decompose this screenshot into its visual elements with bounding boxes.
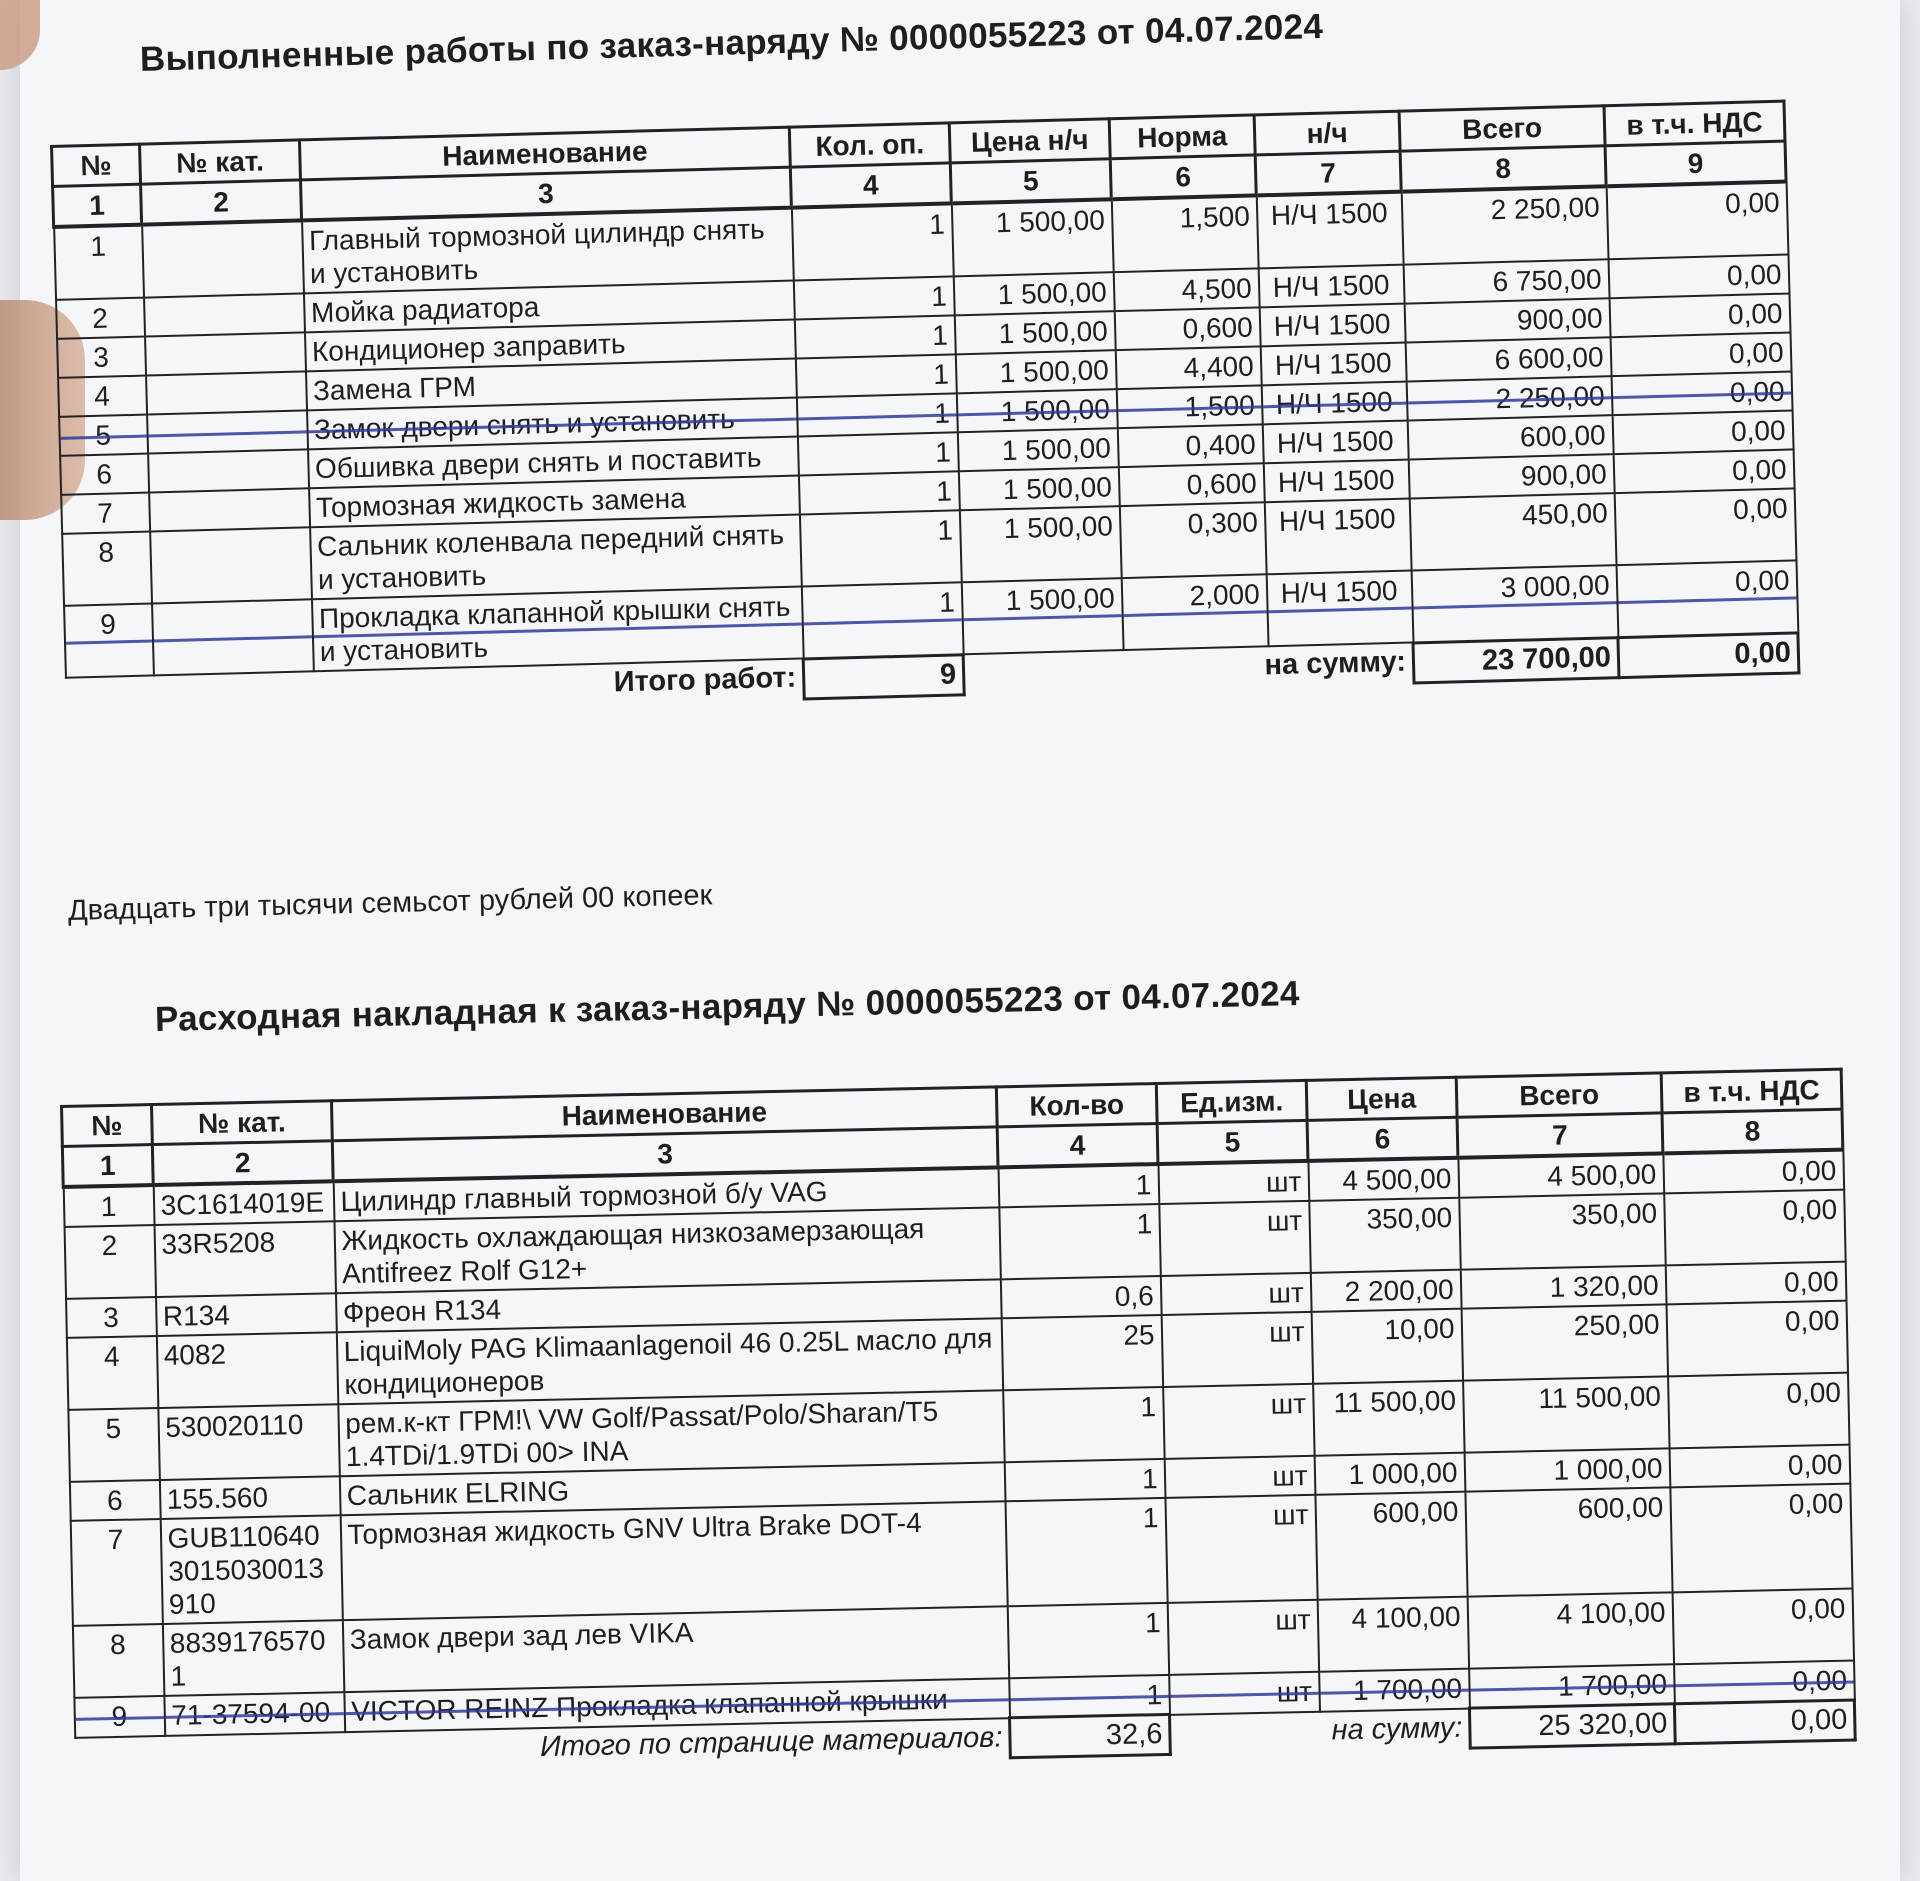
item-qty: 1 [1003, 1387, 1164, 1462]
item-name: LiquiMoly PAG Klimaanlagenoil 46 0.25L масло для кондиционеров [336, 1318, 1002, 1404]
invoice-colnum: 1 [62, 1145, 153, 1187]
catalog-number [150, 527, 312, 603]
item-price: 10,00 [1311, 1309, 1462, 1384]
item-name: Тормозная жидкость GNV Ultra Brake DOT-4 [340, 1501, 1007, 1620]
catalog-number [142, 220, 304, 297]
invoice-header: № кат. [152, 1101, 333, 1145]
invoice-body [63, 1150, 1854, 1738]
invoice-header: Кол-во [996, 1084, 1157, 1127]
invoice-sum-total: 25 320,00 [1469, 1704, 1675, 1748]
catalog-number: 33R5208 [154, 1221, 335, 1297]
catalog-number: 4082 [156, 1332, 337, 1408]
works-colnum: 8 [1400, 146, 1606, 192]
row-total: 450,00 [1409, 493, 1616, 570]
item-price: 11 500,00 [1313, 1381, 1464, 1456]
row-total: 600,00 [1407, 415, 1613, 459]
works-header: Цена н/ч [949, 119, 1110, 163]
item-qty: 1 [999, 1204, 1160, 1279]
item-qty: 1 [1004, 1459, 1165, 1501]
item-name: рем.к-кт ГРМ!\ VW Golf/Passat/Polo/Sharan/T5 1.4TDi/1.9TDi 00> INA [338, 1390, 1004, 1476]
op-count: 1 [801, 582, 963, 658]
row-vat: 0,00 [1612, 410, 1793, 454]
catalog-number: 3C1614019E [153, 1181, 334, 1225]
item-name: Жидкость охлаждающая низкозамерзающая Antifreez Rolf G12+ [334, 1207, 1000, 1293]
row-number: 1 [54, 225, 144, 300]
catalog-number [146, 371, 307, 414]
invoice-header: Цена [1306, 1077, 1457, 1120]
row-vat: 0,00 [1664, 1190, 1845, 1266]
price-per-hour: 1 500,00 [961, 578, 1123, 654]
price-per-hour: 1 500,00 [954, 311, 1115, 354]
item-name: Замок двери зад лев VIKA [342, 1606, 1008, 1692]
row-number: 7 [70, 1519, 162, 1626]
catalog-number: 71-37594-00 [164, 1692, 345, 1735]
works-header: Всего [1399, 106, 1605, 151]
row-number: 4 [58, 376, 147, 417]
invoice-header: Ед.изм. [1156, 1080, 1307, 1123]
item-price: 4 100,00 [1317, 1597, 1468, 1672]
item-unit: шт [1160, 1273, 1311, 1315]
catalog-number: GUB110640 3015030013 910 [160, 1515, 342, 1624]
item-qty: 1 [1009, 1675, 1170, 1718]
row-vat: 0,00 [1668, 1373, 1849, 1449]
hour-unit: Н/Ч 1500 [1259, 304, 1405, 347]
invoice-colnum: 4 [997, 1124, 1158, 1168]
row-number: 6 [60, 454, 149, 495]
hour-unit: Н/Ч 1500 [1260, 343, 1406, 386]
row-vat: 0,00 [1616, 560, 1798, 637]
works-total-label: Итого работ: [613, 661, 797, 699]
row-vat: 0,00 [1666, 1301, 1847, 1377]
row-vat: 0,00 [1669, 1445, 1850, 1488]
row-total: 4 500,00 [1458, 1153, 1664, 1197]
row-total: 900,00 [1408, 454, 1614, 498]
norm-hours: 0,600 [1118, 463, 1264, 506]
row-vat: 0,00 [1674, 1661, 1855, 1704]
op-count: 1 [793, 276, 954, 319]
item-price: 1 000,00 [1314, 1453, 1465, 1495]
work-name: Тормозная жидкость замена [309, 476, 800, 528]
price-per-hour: 1 500,00 [953, 272, 1114, 315]
row-total: 250,00 [1461, 1304, 1667, 1380]
item-name: Цилиндр главный тормозной б/у VAG [333, 1167, 999, 1221]
works-sum-total: 23 700,00 [1413, 637, 1619, 682]
row-vat: 0,00 [1665, 1262, 1846, 1305]
works-colnum: 5 [950, 159, 1111, 204]
price-per-hour: 1 500,00 [955, 350, 1116, 393]
invoice-colnum: 7 [1457, 1113, 1663, 1158]
invoice-colnum: 8 [1662, 1109, 1843, 1153]
row-total: 1 700,00 [1469, 1664, 1675, 1708]
invoice-header: № [62, 1105, 153, 1147]
row-total: 6 600,00 [1405, 337, 1611, 381]
catalog-number: 8839176570 1 [162, 1620, 343, 1696]
item-name: VICTOR REINZ Прокладка клапанной крышки [344, 1678, 1010, 1731]
item-price: 600,00 [1315, 1492, 1467, 1600]
row-total: 6 750,00 [1403, 259, 1609, 303]
row-vat: 0,00 [1611, 372, 1792, 416]
row-number: 9 [74, 1696, 165, 1737]
invoice-sum-vat: 0,00 [1674, 1700, 1855, 1744]
invoice-table-wrap [60, 1068, 1857, 1779]
row-number: 9 [64, 603, 154, 677]
item-unit: шт [1167, 1600, 1318, 1675]
works-table-wrap [50, 100, 1800, 720]
op-count: 1 [797, 432, 958, 475]
price-per-hour: 1 500,00 [956, 389, 1117, 432]
catalog-number [145, 332, 306, 375]
invoice-header: Наименование [331, 1087, 997, 1141]
hour-unit: Н/Ч 1500 [1263, 460, 1409, 503]
norm-hours: 4,500 [1113, 268, 1259, 311]
item-qty: 25 [1001, 1315, 1162, 1390]
row-number: 8 [72, 1624, 163, 1698]
row-number: 1 [63, 1185, 154, 1227]
op-count: 1 [794, 315, 955, 358]
row-total: 3 000,00 [1411, 565, 1618, 642]
works-header: № кат. [140, 140, 301, 184]
row-number: 3 [57, 337, 146, 378]
invoice-header: Всего [1456, 1073, 1662, 1117]
catalog-number [149, 488, 310, 531]
work-name: Кондиционер заправить [304, 320, 795, 372]
catalog-number: R134 [156, 1293, 337, 1336]
invoice-total-label: Итого по странице материалов: [539, 1720, 1003, 1763]
item-name: Сальник ELRING [339, 1462, 1005, 1515]
invoice-sum-label: на сумму: [1331, 1711, 1463, 1747]
item-qty: 1 [1005, 1498, 1167, 1606]
catalog-number [152, 599, 314, 675]
item-unit: шт [1165, 1495, 1317, 1603]
item-unit: шт [1164, 1456, 1315, 1498]
works-header: н/ч [1254, 111, 1400, 155]
item-unit: шт [1158, 1161, 1309, 1204]
amount-in-words: Двадцать три тысячи семьсот рублей 00 копеек [67, 879, 713, 927]
norm-hours: 2,000 [1121, 574, 1268, 650]
hour-unit: Н/Ч 1500 [1258, 265, 1404, 308]
work-name: Прокладка клапанной крышки снять и установить [311, 586, 803, 671]
invoice-colnum: 2 [152, 1141, 333, 1185]
row-total: 350,00 [1459, 1193, 1665, 1269]
row-vat: 0,00 [1614, 488, 1796, 565]
norm-hours: 0,300 [1119, 502, 1266, 578]
hour-unit: Н/Ч 1500 [1262, 421, 1408, 464]
item-qty: 1 [1007, 1603, 1168, 1678]
hour-unit: Н/Ч 1500 [1266, 571, 1413, 647]
works-title: Выполненные работы по заказ-наряду № 0000055223 от 04.07.2024 [139, 6, 1324, 79]
works-colnum: 3 [301, 167, 792, 220]
work-name: Мойка радиатора [303, 281, 794, 333]
row-total: 1 320,00 [1460, 1265, 1666, 1308]
works-header: Кол. оп. [789, 123, 950, 167]
price-per-hour: 1 500,00 [958, 467, 1119, 510]
works-sum-vat: 0,00 [1618, 632, 1799, 677]
item-price: 4 500,00 [1308, 1158, 1459, 1201]
row-number: 3 [66, 1297, 157, 1338]
row-vat: 0,00 [1672, 1589, 1853, 1665]
hour-unit: Н/Ч 1500 [1264, 499, 1411, 575]
hour-unit: Н/Ч 1500 [1261, 382, 1407, 425]
row-vat: 0,00 [1609, 294, 1790, 338]
row-number: 5 [59, 415, 148, 456]
norm-hours: 1,500 [1116, 385, 1262, 428]
work-name: Замок двери снять и установить [307, 398, 798, 450]
row-number: 2 [64, 1225, 155, 1299]
norm-hours: 0,400 [1117, 424, 1263, 467]
item-qty: 0,6 [1000, 1276, 1161, 1318]
works-header: Наименование [299, 127, 790, 180]
row-total: 2 250,00 [1406, 376, 1612, 420]
work-name: Главный тормозной цилиндр снять и установить [302, 208, 794, 294]
row-total: 2 250,00 [1401, 186, 1608, 264]
works-body [54, 182, 1798, 678]
row-total: 1 000,00 [1464, 1448, 1670, 1491]
works-colnum: 2 [141, 180, 302, 225]
row-total: 600,00 [1465, 1487, 1672, 1596]
works-colnum: 9 [1605, 141, 1786, 186]
invoice-table [60, 1068, 1857, 1779]
row-total: 900,00 [1404, 298, 1610, 342]
item-unit: шт [1159, 1201, 1310, 1276]
row-number: 7 [61, 493, 150, 534]
norm-hours: 4,400 [1115, 346, 1261, 389]
row-vat: 0,00 [1613, 449, 1794, 493]
invoice-colnum: 3 [332, 1127, 998, 1181]
op-count: 1 [798, 471, 959, 514]
works-header: № [52, 144, 141, 186]
catalog-number: 155.560 [159, 1476, 340, 1519]
item-name: Фреон R134 [336, 1279, 1002, 1332]
row-total: 11 500,00 [1463, 1376, 1669, 1452]
price-per-hour: 1 500,00 [951, 199, 1113, 276]
row-vat: 0,00 [1608, 255, 1789, 299]
works-colnum: 6 [1110, 155, 1256, 199]
works-sum-label: на сумму: [1264, 645, 1407, 682]
row-number: 4 [66, 1336, 157, 1410]
row-vat: 0,00 [1670, 1484, 1852, 1593]
works-total-count: 9 [803, 654, 964, 698]
norm-hours: 0,600 [1114, 307, 1260, 350]
op-count: 1 [799, 510, 961, 586]
work-name: Замена ГРМ [306, 359, 797, 411]
item-qty: 1 [998, 1164, 1159, 1207]
op-count: 1 [791, 203, 953, 280]
catalog-number: 530020110 [158, 1404, 339, 1480]
invoice-title: Расходная накладная к заказ-наряду № 0000055223 от 04.07.2024 [154, 974, 1301, 1039]
row-number: 8 [62, 532, 152, 606]
norm-hours: 1,500 [1111, 195, 1258, 272]
works-header: в т.ч. НДС [1604, 101, 1785, 146]
row-number: 6 [69, 1480, 160, 1521]
item-unit: шт [1169, 1672, 1320, 1715]
row-vat: 0,00 [1663, 1150, 1844, 1194]
price-per-hour: 1 500,00 [957, 428, 1118, 471]
catalog-number [148, 449, 309, 492]
row-vat: 0,00 [1610, 333, 1791, 377]
invoice-total-qty: 32,6 [1010, 1714, 1171, 1757]
works-colnum: 1 [53, 184, 142, 227]
works-colnum: 4 [790, 163, 951, 208]
row-number: 5 [68, 1408, 159, 1482]
works-header: Норма [1109, 115, 1255, 159]
op-count: 1 [795, 354, 956, 397]
item-unit: шт [1163, 1384, 1314, 1459]
row-total: 4 100,00 [1467, 1592, 1673, 1668]
hour-unit: Н/Ч 1500 [1256, 192, 1403, 269]
invoice-colnum: 5 [1157, 1120, 1308, 1164]
item-price: 2 200,00 [1310, 1270, 1461, 1312]
works-colnum: 7 [1255, 151, 1401, 195]
invoice-colnum: 6 [1307, 1117, 1458, 1161]
row-vat: 0,00 [1606, 182, 1788, 260]
price-per-hour: 1 500,00 [959, 506, 1121, 582]
catalog-number [144, 293, 305, 336]
item-price: 1 700,00 [1319, 1669, 1470, 1712]
invoice-header: в т.ч. НДС [1661, 1069, 1842, 1113]
work-name: Обшивка двери снять и поставить [308, 437, 799, 489]
work-name: Сальник коленвала передний снять и установить [310, 515, 802, 600]
row-number: 2 [56, 298, 145, 339]
catalog-number [147, 410, 308, 453]
op-count: 1 [796, 393, 957, 436]
item-unit: шт [1161, 1312, 1312, 1387]
works-table [50, 100, 1800, 720]
item-price: 350,00 [1309, 1198, 1460, 1273]
